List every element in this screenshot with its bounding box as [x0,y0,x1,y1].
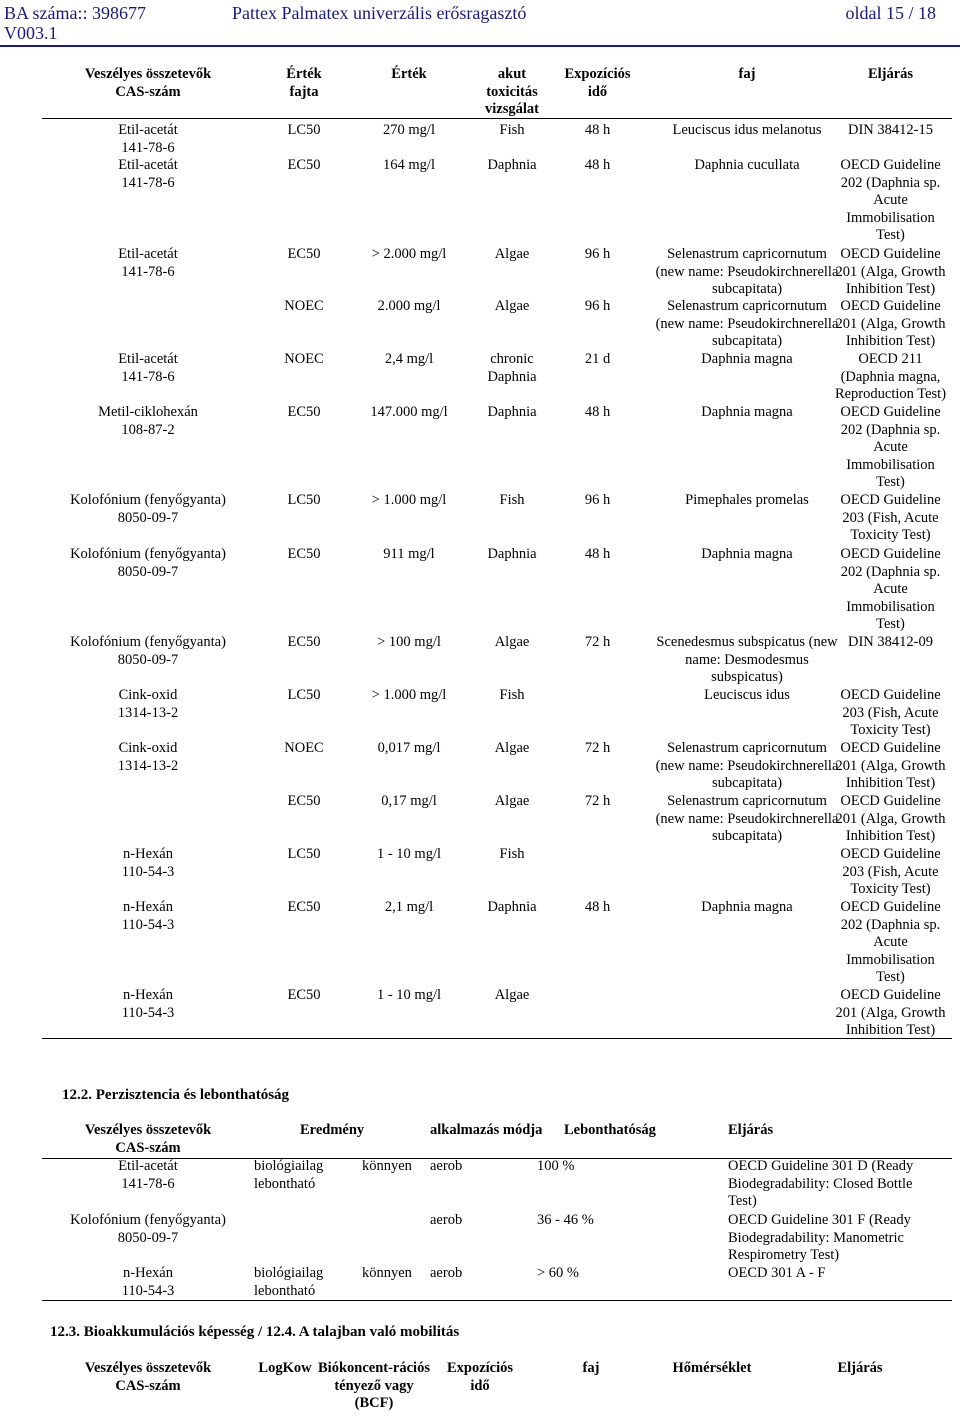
cell-method-line: Inhibition Test) [845,775,936,792]
cell-species-line: Scenedesmus subspicatus (new [656,634,838,650]
cell-acute-line: Fish [499,846,525,862]
cell-comp-line: n-Hexán [123,846,173,862]
cell-method-line: OECD Guideline [840,687,941,703]
cell-method-line: OECD 211 [858,351,923,367]
cell-species-line: Daphnia magna [701,351,793,367]
cell-method-line: Biodegradability: Manometric [728,1229,904,1246]
cell-method-line: 202 (Daphnia sp. [840,174,941,191]
biodegradation-table [42,1122,952,1302]
cell-species-line: Selenastrum capricornutum [667,298,827,314]
cell-exp: 48 h [584,546,611,562]
cell-method-line: DIN 38412-15 [848,122,933,138]
header-exp-line: Expozíciós [446,1360,514,1376]
cell-method-line: Immobilisation [846,456,935,473]
cell-species-line: Pimephales promelas [685,492,809,508]
section-12-2-title: 12.2. Perzisztencia és lebonthatóság [62,1087,290,1103]
cell-acute [464,987,560,1005]
cell-method-line: Immobilisation [846,598,935,615]
cell-method-line: OECD Guideline [840,298,941,314]
cell-comp [42,899,254,934]
cell-comp [42,846,254,881]
cell-method-line: OECD Guideline [840,899,941,915]
cell-mode: aerob [430,1158,463,1174]
cell-method [728,1265,952,1283]
header-exp-line: idő [587,83,608,100]
cell-method-line: Test) [876,969,905,986]
cell-type: LC50 [287,492,321,508]
cell-comp-line: 110-54-3 [121,1282,175,1299]
cell-species-line: Daphnia magna [701,546,793,562]
cell-comp-line: 110-54-3 [121,1004,175,1021]
header-comp-line: Veszélyes összetevők [84,1360,212,1376]
header-temp: Hőmérséklet [672,1360,752,1376]
cell-method-line: Toxicity Test) [850,722,931,739]
cell-comp-line: 8050-09-7 [117,1229,179,1246]
cell-method [829,687,952,740]
cell-acute [464,404,560,422]
cell-method-line: Respirometry Test) [728,1247,840,1264]
cell-comp-line: Etil-acetát [118,1158,178,1174]
header-value [354,66,464,84]
cell-value: > 1.000 mg/l [371,687,447,703]
cell-comp-line: Etil-acetát [118,122,178,138]
cell-species-line: subcapitata) [711,828,783,845]
cell-comp-line: Etil-acetát [118,351,178,367]
cell-method-line: 201 (Alga, Growth [835,263,946,280]
cell-method-line: 202 (Daphnia sp. [840,563,941,580]
cell-comp-line: Etil-acetát [118,246,178,262]
cell-method [829,740,952,793]
cell-comp-line: n-Hexán [123,987,173,1003]
cell-acute [464,634,560,652]
cell-comp-line: Cink-oxid [118,687,178,703]
cell-comp [42,634,254,669]
cell-method-line: OECD Guideline [840,793,941,809]
cell-acute-line: Algae [494,298,530,314]
cell-method [829,157,952,245]
cell-species-line: subcapitata) [711,775,783,792]
cell-method-line: Inhibition Test) [845,1022,936,1039]
doc-number: BA száma:: 398677 [4,3,146,23]
cell-type: EC50 [287,246,321,262]
cell-method [829,351,952,404]
cell-method-line: 203 (Fish, Acute [842,509,939,526]
cell-comp-line: Kolofónium (fenyőgyanta) [70,634,226,650]
header-comp-line: Veszélyes összetevők [84,66,212,82]
table-bottom-rule [42,1300,952,1301]
cell-exp: 72 h [584,793,611,809]
cell-acute-line: Fish [499,687,525,703]
cell-type: EC50 [287,793,321,809]
cell-method [829,298,952,351]
cell-species-line: Selenastrum capricornutum [667,793,827,809]
cell-comp-line: 1314-13-2 [117,704,179,721]
cell-value: > 2.000 mg/l [371,246,447,262]
header-acute-line: toxicitás [486,83,538,100]
cell-acute [464,740,560,758]
cell-species-line: (new name: Pseudokirchnerella [655,757,839,774]
cell-acute [464,157,560,175]
cell-method-line: OECD Guideline [840,546,941,562]
section-12-3-title: 12.3. Bioakkumulációs képesség / 12.4. A talajban való mobilitás [50,1324,460,1340]
cell-type: EC50 [287,634,321,650]
table-bottom-rule [42,1038,952,1039]
header-bcf [310,1360,438,1413]
cell-value: 270 mg/l [383,122,435,138]
cell-value: 147.000 mg/l [370,404,448,420]
cell-species-line: Selenastrum capricornutum [667,740,827,756]
cell-value: 164 mg/l [383,157,435,173]
cell-value: > 100 mg/l [377,634,441,650]
cell-exp: 72 h [584,634,611,650]
cell-comp [42,492,254,527]
cell-comp-line: Kolofónium (fenyőgyanta) [70,1212,226,1228]
cell-acute [464,687,560,705]
cell-exp: 48 h [584,404,611,420]
cell-acute [464,122,560,140]
header-rule [42,118,952,119]
header-comp-line: Veszélyes összetevők [84,1122,212,1138]
cell-method-line: Toxicity Test) [850,881,931,898]
cell-method-line: OECD Guideline [840,987,941,1003]
cell-method-line: OECD Guideline [840,404,941,420]
header-bcf-line: (BCF) [354,1395,394,1412]
cell-value: 0,017 mg/l [377,740,441,756]
cell-comp-line: 141-78-6 [121,174,175,191]
cell-method-line: Acute [873,581,908,598]
cell-species-line: (new name: Pseudokirchnerella [655,263,839,280]
header-result: Eredmény [300,1122,365,1138]
cell-type: EC50 [287,987,321,1003]
cell-acute-line: Daphnia [487,404,537,420]
cell-acute [464,546,560,564]
cell-species-line: (new name: Pseudokirchnerella [655,810,839,827]
cell-comp-line: 110-54-3 [121,916,175,933]
cell-comp-line: 110-54-3 [121,863,175,880]
cell-mode: aerob [430,1212,463,1228]
cell-method-line: Test) [728,1193,757,1210]
cell-method-line: Test) [876,474,905,491]
cell-result-word: könnyen [362,1158,412,1174]
cell-method-line: OECD Guideline 301 F (Ready [728,1212,911,1228]
cell-method-line: 203 (Fish, Acute [842,863,939,880]
cell-comp-line: 1314-13-2 [117,757,179,774]
cell-result [254,1158,424,1193]
cell-method-line: Immobilisation [846,209,935,226]
cell-comp [42,351,254,386]
header-comp [42,66,254,101]
cell-acute-line: Algae [494,793,530,809]
header-method: Eljárás [728,1122,774,1138]
cell-method-line: Inhibition Test) [845,828,936,845]
cell-method-line: OECD Guideline [840,740,941,756]
cell-comp [42,546,254,581]
page-header [0,0,960,47]
cell-comp-line: n-Hexán [123,1265,173,1281]
cell-type: LC50 [287,687,321,703]
cell-degr: > 60 % [537,1265,580,1281]
cell-method-line: 201 (Alga, Growth [835,810,946,827]
cell-type: NOEC [284,298,324,314]
cell-method-line: 201 (Alga, Growth [835,315,946,332]
cell-comp-line: 8050-09-7 [117,509,179,526]
cell-acute-line: Daphnia [487,899,537,915]
header-value-line: Érték [391,66,427,82]
cell-comp [42,987,254,1022]
cell-method-line: Test) [876,616,905,633]
cell-result-word: könnyen [362,1265,412,1281]
cell-acute [464,492,560,510]
cell-species-line: (new name: Pseudokirchnerella [655,315,839,332]
cell-acute-line: Algae [494,634,530,650]
cell-comp-line: Cink-oxid [118,740,178,756]
cell-value: 2.000 mg/l [377,298,441,314]
header-comp [42,1360,254,1395]
cell-type: LC50 [287,122,321,138]
cell-method-line: 202 (Daphnia sp. [840,916,941,933]
cell-method-line: Inhibition Test) [845,333,936,350]
header-exp-line: idő [470,1377,490,1394]
header-method [829,66,952,84]
header-type-line: fajta [289,83,319,100]
cell-method [829,492,952,545]
cell-type: NOEC [284,351,324,367]
header-acute-line: vizsgálat [485,101,539,118]
cell-method-line: Reproduction Test) [834,386,947,403]
cell-method [829,793,952,846]
cell-comp [42,1158,254,1193]
cell-species-line: Daphnia cucullata [694,157,800,173]
cell-method-line: 202 (Daphnia sp. [840,421,941,438]
cell-degr: 36 - 46 % [537,1212,594,1228]
page-number: oldal 15 / 18 [845,3,936,23]
cell-method-line: 203 (Fish, Acute [842,704,939,721]
cell-method-line: OECD Guideline [840,246,941,262]
cell-method [829,246,952,299]
header-species-line: faj [738,66,756,82]
cell-result-line [254,1265,424,1283]
header-type [254,66,354,101]
cell-value: 0,17 mg/l [381,793,437,809]
cell-comp-line: 141-78-6 [121,1175,175,1192]
header-method: Eljárás [837,1360,883,1376]
cell-comp-line: Kolofónium (fenyőgyanta) [70,546,226,562]
cell-comp [42,122,254,157]
cell-value: 1 - 10 mg/l [376,846,442,862]
cell-acute [464,298,560,316]
cell-method-line: 201 (Alga, Growth [835,757,946,774]
header-comp [42,1122,254,1157]
cell-comp-line: 8050-09-7 [117,651,179,668]
cell-result [254,1265,424,1300]
cell-type: EC50 [287,157,321,173]
header-mode: alkalmazás módja [430,1122,543,1138]
header-type-line: Érték [286,66,322,82]
header-method-line: Eljárás [867,66,914,82]
cell-method-line: OECD Guideline [840,846,941,862]
cell-type: EC50 [287,899,321,915]
cell-value: > 1.000 mg/l [371,492,447,508]
cell-acute-line: Fish [499,492,525,508]
cell-species-line: Daphnia magna [701,404,793,420]
cell-acute [464,899,560,917]
cell-species-line: Daphnia magna [701,899,793,915]
cell-method-line: Immobilisation [846,951,935,968]
cell-exp: 48 h [584,899,611,915]
cell-acute-line: Daphnia [487,368,537,385]
cell-method [829,122,952,140]
cell-acute-line: Algae [494,246,530,262]
cell-comp [42,246,254,281]
cell-method-line: DIN 38412-09 [848,634,933,650]
cell-exp: 72 h [584,740,611,756]
header-comp-line: CAS-szám [115,1377,181,1394]
cell-comp [42,740,254,775]
cell-comp [42,157,254,192]
cell-comp-line: 141-78-6 [121,139,175,156]
header-exp [436,1360,524,1395]
cell-method-line: 201 (Alga, Growth [835,1004,946,1021]
ecotox-table [42,66,952,1040]
cell-method [728,1212,952,1265]
cell-method-line: OECD Guideline [840,492,941,508]
header-logkow: LogKow [258,1360,312,1376]
cell-comp [42,1265,254,1300]
cell-acute [464,793,560,811]
cell-value: 1 - 10 mg/l [376,987,442,1003]
cell-comp-line: Etil-acetát [118,157,178,173]
header-acute-line: akut [497,66,527,82]
cell-exp: 21 d [584,351,611,367]
cell-species-line: subcapitata) [711,281,783,298]
header-bcf-line: tényező vagy [334,1377,414,1394]
cell-result-line: lebontható [254,1175,316,1192]
doc-version: V003.1 [4,23,58,43]
bioaccumulation-table [42,1360,952,1416]
cell-comp-line: 141-78-6 [121,368,175,385]
cell-comp [42,687,254,722]
cell-species-line: Leuciscus idus melanotus [672,122,822,138]
cell-comp-line: Metil-ciklohexán [98,404,198,420]
cell-comp-line: Kolofónium (fenyőgyanta) [70,492,226,508]
cell-exp: 96 h [584,246,611,262]
cell-method-line: (Daphnia magna, [840,368,941,385]
cell-comp-line: 141-78-6 [121,263,175,280]
cell-acute-line: Daphnia [487,157,537,173]
cell-method-line: Inhibition Test) [845,281,936,298]
cell-method-line: OECD Guideline 301 D (Ready [728,1158,914,1174]
header-bcf-line: Biókoncent-rációs [318,1360,430,1376]
cell-method-line: Acute [873,439,908,456]
cell-species-line: name: Desmodesmus [685,651,809,668]
cell-species-line: subcapitata) [711,333,783,350]
product-name: Pattex Palmatex univerzális erősragasztó [232,3,527,23]
cell-type: EC50 [287,404,321,420]
cell-result-line [254,1158,424,1176]
header-comp-line: CAS-szám [115,83,181,100]
cell-value: 911 mg/l [383,546,435,562]
cell-method-line: OECD 301 A - F [728,1265,826,1281]
cell-method [829,899,952,987]
cell-method [829,404,952,492]
cell-acute-line: Algae [494,740,530,756]
cell-result-word: biológiailag [254,1158,324,1174]
cell-degr: 100 % [537,1158,575,1174]
cell-value: 2,4 mg/l [384,351,434,367]
cell-species-line: Selenastrum capricornutum [667,246,827,262]
cell-method [829,846,952,899]
cell-acute-line: chronic [490,351,534,367]
cell-acute-line: Daphnia [487,546,537,562]
cell-method-line: OECD Guideline [840,157,941,173]
header-acute [464,66,560,119]
cell-exp: 48 h [584,157,611,173]
cell-comp-line: n-Hexán [123,899,173,915]
cell-acute-line: Algae [494,987,530,1003]
cell-comp [42,1212,254,1247]
cell-method-line: Toxicity Test) [850,527,931,544]
cell-method-line: Acute [873,192,908,209]
header-exp-line: Expozíciós [564,66,631,82]
cell-result-line: lebontható [254,1282,316,1299]
cell-method-line: Test) [876,227,905,244]
cell-method [829,634,952,652]
header-degr: Lebonthatóság [564,1122,656,1138]
cell-comp [42,404,254,439]
cell-type: NOEC [284,740,324,756]
cell-exp: 96 h [584,492,611,508]
cell-mode: aerob [430,1265,463,1281]
cell-comp-line: 108-87-2 [121,421,175,438]
cell-acute [464,246,560,264]
cell-species-line: Leuciscus idus [704,687,790,703]
cell-method [829,546,952,634]
cell-value: 2,1 mg/l [384,899,434,915]
cell-method-line: Biodegradability: Closed Bottle [728,1175,913,1192]
cell-method [728,1158,952,1211]
cell-type: LC50 [287,846,321,862]
header-species: faj [582,1360,600,1376]
cell-type: EC50 [287,546,321,562]
cell-species-line: subspicatus) [711,669,783,686]
cell-comp-line: 8050-09-7 [117,563,179,580]
header-comp-line: CAS-szám [115,1139,181,1156]
cell-acute-line: Fish [499,122,525,138]
cell-result-word: biológiailag [254,1265,324,1281]
cell-exp: 96 h [584,298,611,314]
cell-acute [464,846,560,864]
cell-method-line: Acute [873,934,908,951]
cell-acute [464,351,560,386]
cell-exp: 48 h [584,122,611,138]
cell-method [829,987,952,1040]
